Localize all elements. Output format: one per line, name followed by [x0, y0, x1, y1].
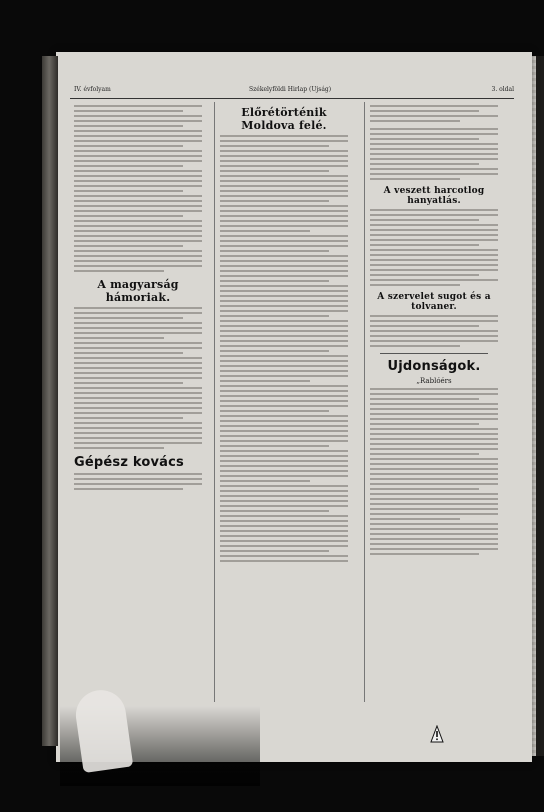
text-line — [370, 483, 498, 485]
text-line — [74, 352, 183, 354]
text-line — [220, 165, 348, 167]
text-line — [370, 105, 498, 107]
article-text — [370, 209, 498, 286]
text-line — [74, 220, 202, 222]
text-line — [370, 133, 498, 135]
text-line — [220, 160, 348, 162]
article-text — [370, 388, 498, 555]
text-line — [370, 138, 479, 140]
text-line — [370, 345, 460, 347]
text-line — [220, 440, 348, 442]
text-line — [370, 315, 498, 317]
text-line — [74, 160, 202, 162]
text-line — [220, 515, 348, 517]
text-line — [220, 230, 310, 232]
text-line — [74, 327, 202, 329]
text-line — [220, 195, 348, 197]
text-line — [370, 443, 498, 445]
text-line — [74, 357, 202, 359]
text-line — [370, 128, 498, 130]
text-line — [220, 265, 348, 267]
text-line — [370, 219, 479, 221]
text-line — [74, 165, 183, 167]
text-line — [220, 215, 348, 217]
text-line — [370, 453, 479, 455]
article-text — [74, 307, 202, 449]
text-line — [74, 170, 202, 172]
text-line — [220, 480, 310, 482]
article-heading: A szervelet sugot és a tolvaner. — [377, 292, 491, 312]
text-line — [220, 240, 348, 242]
text-line — [370, 148, 498, 150]
text-line — [370, 274, 479, 276]
text-line — [74, 473, 202, 475]
text-line — [74, 115, 202, 117]
text-line — [370, 398, 479, 400]
text-line — [220, 305, 348, 307]
text-line — [370, 513, 498, 515]
text-line — [370, 229, 498, 231]
text-line — [370, 553, 479, 555]
text-line — [74, 447, 164, 449]
text-line — [74, 478, 202, 480]
text-line — [74, 432, 202, 434]
text-line — [220, 170, 329, 172]
text-line — [370, 478, 498, 480]
text-line — [220, 535, 348, 537]
text-line — [220, 380, 310, 382]
text-line — [220, 285, 348, 287]
text-line — [220, 175, 348, 177]
text-line — [220, 245, 348, 247]
text-line — [220, 400, 348, 402]
article-text — [220, 135, 348, 562]
header-title: Székelyföldi Hirlap (Ujság) — [249, 86, 332, 93]
text-line — [74, 225, 202, 227]
text-line — [74, 205, 202, 207]
text-line — [74, 347, 202, 349]
text-line — [74, 307, 202, 309]
text-line — [220, 370, 348, 372]
text-line — [370, 120, 460, 122]
text-line — [220, 140, 348, 142]
text-line — [74, 125, 183, 127]
text-line — [370, 115, 498, 117]
article-text — [74, 105, 202, 272]
text-line — [370, 244, 479, 246]
article-text — [370, 315, 498, 347]
text-line — [74, 140, 202, 142]
text-line — [220, 260, 348, 262]
text-line — [220, 555, 348, 557]
text-line — [220, 435, 348, 437]
text-line — [370, 110, 479, 112]
text-line — [220, 210, 348, 212]
text-line — [74, 260, 202, 262]
text-line — [370, 508, 498, 510]
column-2 — [220, 102, 348, 702]
text-line — [370, 254, 498, 256]
text-line — [220, 395, 348, 397]
text-line — [74, 392, 202, 394]
text-line — [370, 468, 498, 470]
text-line — [370, 403, 498, 405]
text-line — [370, 279, 498, 281]
text-line — [74, 317, 183, 319]
text-line — [220, 220, 348, 222]
text-line — [74, 483, 202, 485]
text-line — [220, 315, 329, 317]
article-subheading: „Rablóérs — [416, 377, 452, 385]
text-line — [220, 460, 348, 462]
warning-triangle-icon — [430, 725, 444, 743]
text-line — [74, 230, 202, 232]
text-line — [220, 270, 348, 272]
text-line — [74, 245, 183, 247]
text-line — [74, 407, 202, 409]
book-binding — [42, 56, 58, 746]
text-line — [370, 498, 498, 500]
text-line — [74, 105, 202, 107]
page-header — [74, 86, 514, 98]
text-line — [220, 425, 348, 427]
article-text — [370, 105, 498, 122]
text-line — [220, 180, 348, 182]
text-line — [74, 150, 202, 152]
text-line — [74, 265, 202, 267]
text-line — [74, 397, 202, 399]
text-line — [370, 209, 498, 211]
text-line — [220, 190, 348, 192]
text-line — [74, 120, 202, 122]
text-line — [220, 505, 348, 507]
text-line — [370, 393, 498, 395]
text-line — [220, 545, 348, 547]
text-line — [74, 312, 202, 314]
text-line — [74, 362, 202, 364]
text-line — [220, 320, 348, 322]
text-line — [220, 490, 348, 492]
text-line — [74, 215, 183, 217]
text-line — [220, 155, 348, 157]
text-line — [220, 295, 348, 297]
text-line — [74, 427, 202, 429]
text-line — [370, 234, 498, 236]
text-line — [370, 538, 498, 540]
text-line — [220, 420, 348, 422]
text-line — [220, 495, 348, 497]
text-line — [74, 337, 164, 339]
header-rule — [70, 98, 514, 99]
text-line — [74, 210, 202, 212]
text-line — [74, 240, 202, 242]
text-line — [220, 525, 348, 527]
text-line — [220, 310, 348, 312]
text-line — [220, 510, 329, 512]
text-line — [220, 430, 348, 432]
text-line — [370, 214, 498, 216]
text-line — [220, 340, 348, 342]
text-line — [370, 284, 460, 286]
text-line — [370, 163, 479, 165]
text-line — [370, 239, 498, 241]
text-line — [370, 320, 498, 322]
text-line — [370, 259, 498, 261]
section-divider — [380, 353, 488, 354]
text-line — [370, 153, 498, 155]
text-line — [74, 180, 202, 182]
article-heading: Előrétörténik Moldova felé. — [241, 106, 327, 132]
text-line — [220, 205, 348, 207]
text-line — [220, 455, 348, 457]
text-line — [74, 200, 202, 202]
text-line — [370, 518, 460, 520]
text-line — [220, 475, 348, 477]
text-line — [220, 385, 348, 387]
text-line — [74, 110, 183, 112]
text-line — [220, 520, 348, 522]
text-line — [220, 255, 348, 257]
text-line — [220, 485, 348, 487]
text-line — [220, 530, 348, 532]
text-line — [220, 360, 348, 362]
text-line — [74, 372, 202, 374]
text-line — [220, 445, 329, 447]
column-divider — [214, 102, 215, 702]
text-line — [74, 235, 202, 237]
text-line — [370, 173, 498, 175]
text-line — [74, 437, 202, 439]
header-volume: IV. évfolyam — [74, 86, 111, 93]
text-line — [370, 488, 479, 490]
text-line — [370, 269, 498, 271]
text-line — [220, 145, 329, 147]
text-line — [370, 448, 498, 450]
text-line — [220, 390, 348, 392]
text-line — [220, 375, 348, 377]
text-line — [220, 345, 348, 347]
text-line — [220, 250, 329, 252]
text-line — [74, 322, 202, 324]
text-line — [220, 280, 329, 282]
text-line — [370, 335, 498, 337]
text-line — [74, 412, 202, 414]
text-line — [74, 195, 202, 197]
column-divider — [364, 102, 365, 702]
header-page: 3. oldal — [491, 86, 514, 93]
text-line — [74, 135, 202, 137]
text-line — [370, 428, 498, 430]
text-line — [74, 145, 183, 147]
text-line — [370, 473, 498, 475]
text-line — [74, 332, 202, 334]
text-line — [220, 350, 329, 352]
text-line — [370, 264, 498, 266]
text-line — [74, 442, 202, 444]
text-line — [220, 275, 348, 277]
text-line — [74, 190, 183, 192]
text-line — [220, 560, 348, 562]
text-line — [220, 415, 348, 417]
text-line — [370, 433, 498, 435]
text-line — [74, 417, 183, 419]
text-line — [220, 500, 348, 502]
text-line — [74, 402, 202, 404]
text-line — [370, 325, 479, 327]
text-line — [220, 335, 348, 337]
text-line — [370, 330, 498, 332]
text-line — [370, 143, 498, 145]
text-line — [220, 405, 348, 407]
text-line — [370, 458, 498, 460]
text-line — [370, 528, 498, 530]
text-line — [220, 450, 348, 452]
text-line — [370, 523, 498, 525]
text-line — [220, 225, 348, 227]
text-line — [370, 423, 479, 425]
text-line — [74, 377, 202, 379]
column-3 — [370, 102, 498, 702]
text-line — [220, 410, 329, 412]
advertisement-text — [74, 473, 202, 490]
article-heading: A veszett harcotlog hanyatlás. — [383, 186, 485, 206]
text-line — [370, 418, 498, 420]
text-line — [370, 249, 498, 251]
text-line — [74, 270, 164, 272]
text-line — [370, 178, 460, 180]
text-line — [220, 330, 348, 332]
text-line — [74, 382, 183, 384]
text-line — [370, 408, 498, 410]
text-line — [220, 540, 348, 542]
section-heading: Ujdonságok. — [387, 359, 481, 374]
text-line — [74, 387, 202, 389]
text-line — [370, 438, 498, 440]
text-line — [74, 250, 202, 252]
text-line — [74, 342, 202, 344]
text-line — [220, 365, 348, 367]
text-line — [220, 185, 348, 187]
text-line — [74, 185, 202, 187]
column-1 — [74, 102, 202, 702]
text-line — [370, 388, 498, 390]
text-line — [74, 488, 183, 490]
text-line — [370, 503, 498, 505]
text-line — [220, 200, 329, 202]
text-line — [220, 470, 348, 472]
text-line — [220, 300, 348, 302]
text-line — [370, 548, 498, 550]
text-line — [370, 543, 498, 545]
text-line — [74, 155, 202, 157]
text-line — [74, 175, 202, 177]
text-line — [220, 355, 348, 357]
text-line — [370, 463, 498, 465]
text-line — [220, 465, 348, 467]
text-line — [370, 158, 498, 160]
advertisement-heading: Gépész kovács — [74, 455, 184, 470]
text-line — [220, 235, 348, 237]
text-line — [370, 168, 498, 170]
text-line — [370, 533, 498, 535]
text-line — [220, 135, 348, 137]
text-line — [370, 224, 498, 226]
text-line — [370, 340, 498, 342]
text-line — [74, 255, 202, 257]
text-line — [74, 422, 202, 424]
text-line — [370, 413, 498, 415]
text-line — [220, 325, 348, 327]
article-text — [370, 128, 498, 180]
text-line — [220, 150, 348, 152]
text-line — [74, 130, 202, 132]
text-line — [220, 290, 348, 292]
text-line — [74, 367, 202, 369]
text-line — [370, 493, 498, 495]
text-line — [220, 550, 329, 552]
article-heading: A magyarság hámoriak. — [97, 278, 179, 304]
